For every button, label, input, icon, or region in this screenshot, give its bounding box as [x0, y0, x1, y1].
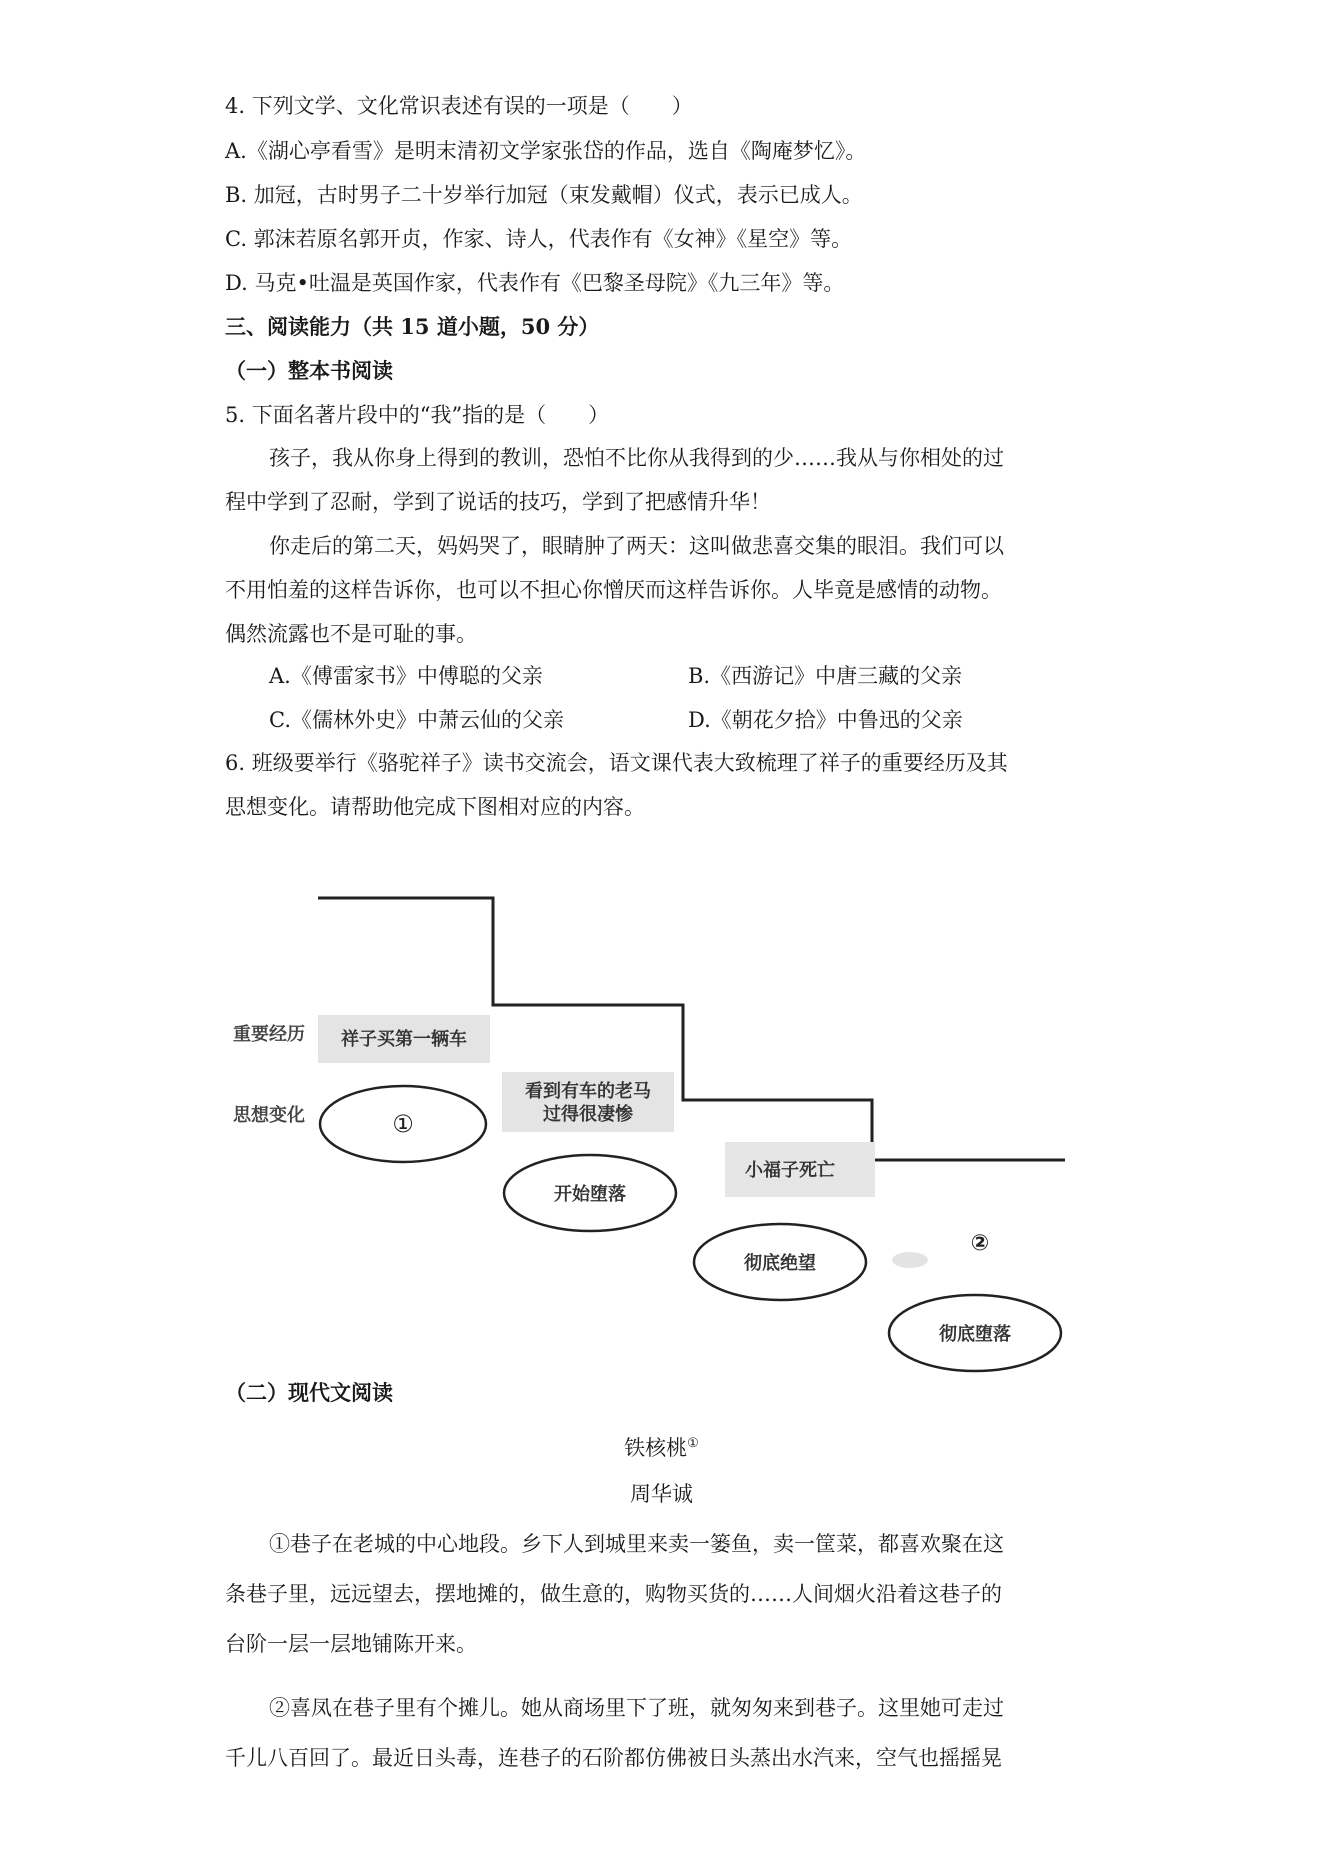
- event-1: 祥子买第一辆车: [341, 1029, 467, 1050]
- q5-passage-line: 程中学到了忍耐，学到了说话的技巧，学到了把感情升华！: [225, 490, 771, 514]
- q4-option-a: A.《湖心亭看雪》是明末清初文学家张岱的作品，选自《陶庵梦忆》。: [225, 139, 867, 163]
- event-3: 小福子死亡: [745, 1160, 835, 1181]
- article-title: 铁核桃: [624, 1436, 688, 1460]
- q4-option-b: B. 加冠，古时男子二十岁举行加冠（束发戴帽）仪式，表示已成人。: [225, 183, 863, 207]
- q4-option-c: C. 郭沫若原名郭开贞，作家、诗人，代表作有《女神》《星空》等。: [225, 227, 853, 251]
- para2-line: ②喜凤在巷子里有个摊儿。她从商场里下了班，就匆匆来到巷子。这里她可走过: [269, 1696, 1004, 1720]
- q5-option-b: B.《西游记》中唐三藏的父亲: [688, 664, 963, 688]
- q6-stem-line2: 思想变化。请帮助他完成下图相对应的内容。: [225, 795, 645, 819]
- q4-option-d: D. 马克•吐温是英国作家，代表作有《巴黎圣母院》《九三年》等。: [225, 271, 845, 295]
- section3-title: 三、阅读能力（共 15 道小题，50 分）: [225, 314, 600, 339]
- event-2-line2: 过得很凄惨: [543, 1104, 633, 1125]
- q5-passage-line: 孩子，我从你身上得到的教训，恐怕不比你从我得到的少……我从与你相处的过: [269, 446, 1004, 470]
- footnote-mark: ①: [687, 1436, 699, 1451]
- thought-2: 开始堕落: [554, 1184, 626, 1205]
- label-thoughts: 思想变化: [233, 1105, 305, 1126]
- q5-passage-line: 不用怕羞的这样告诉你，也可以不担心你憎厌而这样告诉你。人毕竟是感情的动物。: [225, 578, 1002, 602]
- article-title-line: [0, 1430, 1323, 1462]
- q5-passage-line: 你走后的第二天，妈妈哭了，眼睛肿了两天：这叫做悲喜交集的眼泪。我们可以: [269, 534, 1004, 558]
- q5-option-c: C.《儒林外史》中萧云仙的父亲: [269, 708, 564, 732]
- article-author: 周华诚: [630, 1482, 693, 1506]
- thought-3: 彻底绝望: [744, 1253, 816, 1274]
- part2-title: （二）现代文阅读: [225, 1380, 393, 1405]
- q6-stem-line1: 6. 班级要举行《骆驼祥子》读书交流会，语文课代表大致梳理了祥子的重要经历及其: [225, 751, 1008, 775]
- label-events: 重要经历: [233, 1024, 305, 1045]
- q5-option-d: D.《朝花夕拾》中鲁迅的父亲: [688, 708, 963, 732]
- para1-line: 台阶一层一层地铺陈开来。: [225, 1632, 477, 1656]
- thought-4: 彻底堕落: [939, 1324, 1011, 1345]
- q5-stem: 5. 下面名著片段中的“我”指的是（ ）: [225, 403, 610, 427]
- q5-option-a: A.《傅雷家书》中傅聪的父亲: [269, 664, 543, 688]
- para2-line: 千儿八百回了。最近日头毒，连巷子的石阶都仿佛被日头蒸出水汽来，空气也摇摇晃: [225, 1746, 1002, 1770]
- q5-passage-line: 偶然流露也不是可耻的事。: [225, 622, 477, 646]
- q4-stem: 4. 下列文学、文化常识表述有误的一项是（ ）: [225, 94, 693, 118]
- para1-line: 条巷子里，远远望去，摆地摊的，做生意的，购物买货的……人间烟火沿着这巷子的: [225, 1582, 1002, 1606]
- event-4-smudge: [892, 1252, 928, 1268]
- event-2-line1: 看到有车的老马: [525, 1081, 651, 1102]
- section3-part1-title: （一）整本书阅读: [225, 358, 393, 383]
- event-4-blank: ②: [970, 1231, 990, 1256]
- thought-1-blank: ①: [392, 1110, 414, 1138]
- para1-line: ①巷子在老城的中心地段。乡下人到城里来卖一篓鱼，卖一筐菜，都喜欢聚在这: [269, 1532, 1004, 1556]
